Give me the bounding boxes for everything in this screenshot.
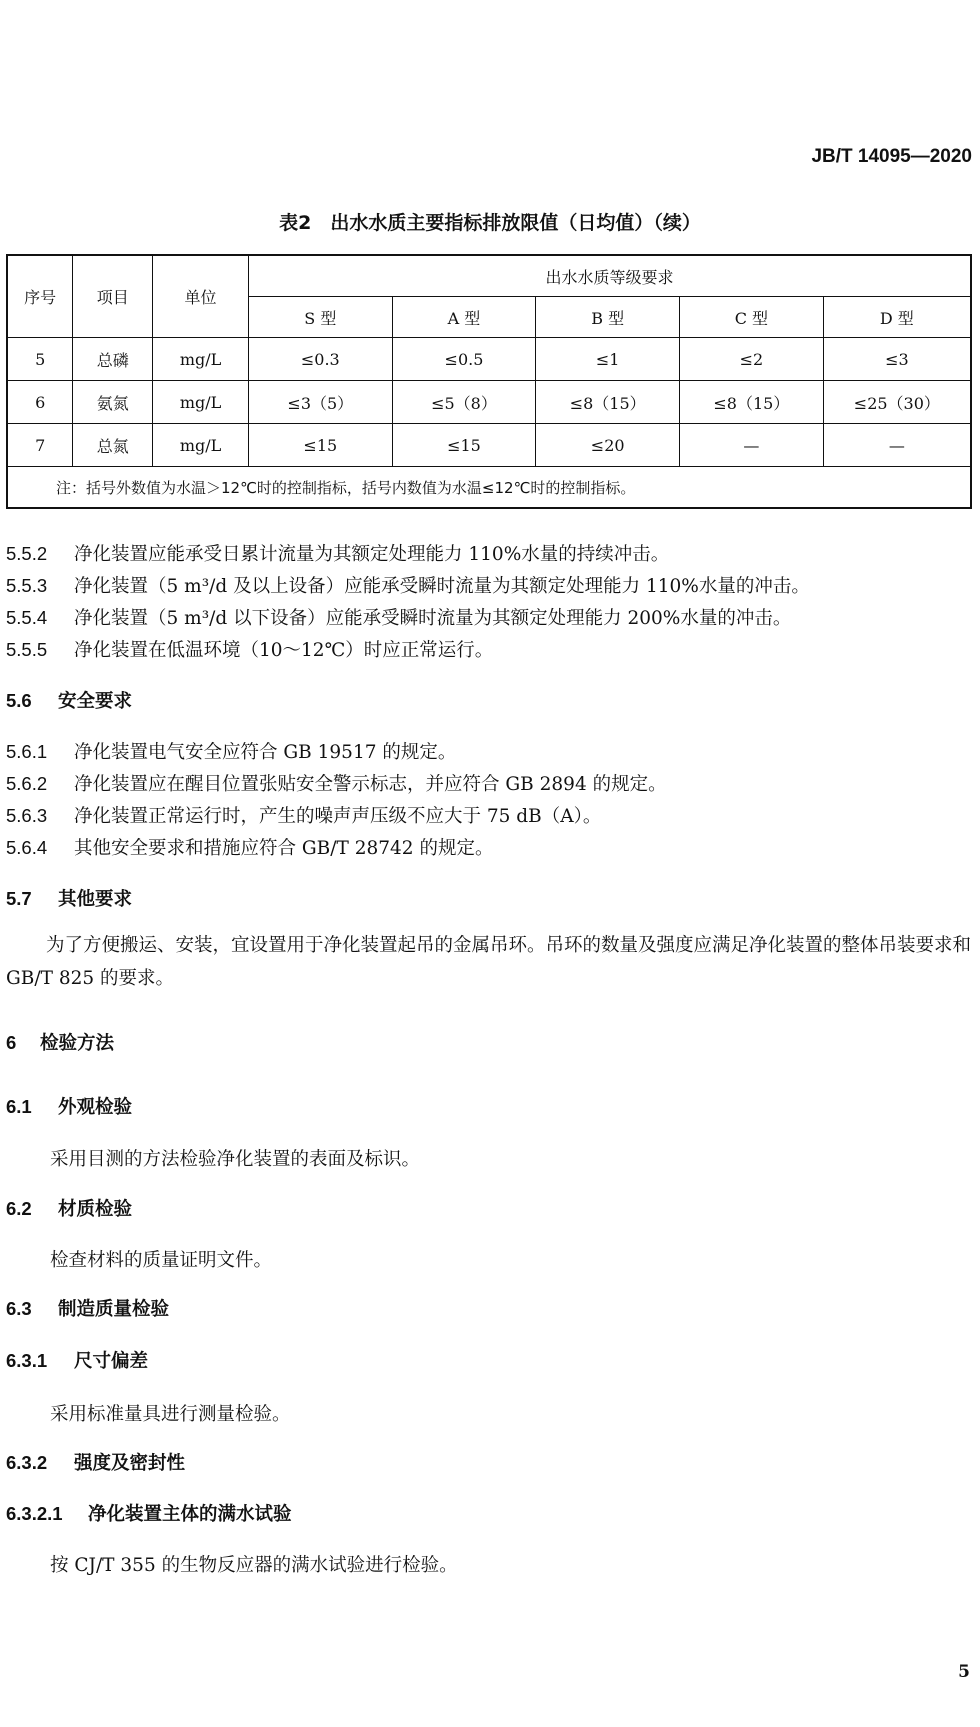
section-6-3-1-text: 采用标准量具进行测量检验。 xyxy=(50,1404,291,1425)
water-quality-table xyxy=(6,254,972,509)
section-6-3-2-heading xyxy=(6,1449,185,1475)
clause-number: 5.5.2 xyxy=(6,543,48,564)
cell-item: 总磷 xyxy=(73,338,153,381)
section-number: 6 xyxy=(6,1032,17,1053)
clause-text: 净化装置应在醒目位置张贴安全警示标志，并应符合 GB 2894 的规定。 xyxy=(74,774,667,795)
header-item: 项目 xyxy=(73,255,153,338)
section-number: 6.3.2 xyxy=(6,1452,48,1473)
clause-5-6-3 xyxy=(6,802,601,828)
clause-5-5-4 xyxy=(6,604,791,630)
table-row xyxy=(7,424,971,467)
clause-5-6-2 xyxy=(6,770,667,796)
section-6-2-text: 检查材料的质量证明文件。 xyxy=(50,1250,273,1271)
section-5-7-heading xyxy=(6,885,132,911)
section-number: 6.3.2.1 xyxy=(6,1503,63,1524)
grade-header: S 型 xyxy=(248,297,392,338)
cell-seq: 5 xyxy=(7,338,73,381)
section-title: 尺寸偏差 xyxy=(74,1351,149,1372)
section-title: 制造质量检验 xyxy=(58,1299,170,1320)
grade-header: A 型 xyxy=(392,297,536,338)
section-title: 安全要求 xyxy=(58,691,133,712)
clause-text: 其他安全要求和措施应符合 GB/T 28742 的规定。 xyxy=(74,838,494,859)
cell-unit: mg/L xyxy=(153,424,249,467)
section-number: 6.2 xyxy=(6,1198,32,1219)
section-6-3-2-1-text: 按 CJ/T 355 的生物反应器的满水试验进行检验。 xyxy=(50,1555,458,1576)
header-seq: 序号 xyxy=(7,255,73,338)
header-grade-group: 出水水质等级要求 xyxy=(248,255,971,297)
clause-5-6-4 xyxy=(6,834,493,860)
clause-text: 净化装置应能承受日累计流量为其额定处理能力 110%水量的持续冲击。 xyxy=(74,544,670,565)
cell-seq: 6 xyxy=(7,381,73,424)
clause-text: 净化装置在低温环境（10～12℃）时应正常运行。 xyxy=(74,640,494,661)
clause-number: 5.6.1 xyxy=(6,741,48,762)
section-6-3-heading xyxy=(6,1295,169,1321)
cell-value: — xyxy=(680,424,824,467)
clause-5-5-2 xyxy=(6,540,669,566)
clause-5-5-5 xyxy=(6,636,493,662)
cell-value: ≤1 xyxy=(536,338,680,381)
cell-value: — xyxy=(823,424,971,467)
cell-item: 总氮 xyxy=(73,424,153,467)
page-number: 5 xyxy=(958,1662,970,1682)
table-row xyxy=(7,338,971,381)
section-title: 检验方法 xyxy=(40,1033,115,1054)
clause-text: 净化装置（5 m³/d 及以上设备）应能承受瞬时流量为其额定处理能力 110%水量的冲击。 xyxy=(74,576,810,597)
clause-5-6-1 xyxy=(6,738,456,764)
section-title: 其他要求 xyxy=(58,889,133,910)
cell-value: ≤0.5 xyxy=(392,338,536,381)
cell-value: ≤8（15） xyxy=(680,381,824,424)
section-number: 5.6 xyxy=(6,690,32,711)
clause-number: 5.5.5 xyxy=(6,639,48,660)
cell-value: ≤3 xyxy=(823,338,971,381)
section-6-1-heading xyxy=(6,1093,132,1119)
section-number: 6.3 xyxy=(6,1298,32,1319)
cell-value: ≤15 xyxy=(248,424,392,467)
cell-value: ≤25（30） xyxy=(823,381,971,424)
table-title: 表2 出水水质主要指标排放限值（日均值）（续） xyxy=(279,212,701,234)
clause-text: 净化装置（5 m³/d 以下设备）应能承受瞬时流量为其额定处理能力 200%水量的冲击。 xyxy=(74,608,792,629)
section-6-3-1-heading xyxy=(6,1347,148,1373)
section-title: 强度及密封性 xyxy=(74,1453,186,1474)
section-6-3-2-1-heading xyxy=(6,1500,292,1526)
grade-header: C 型 xyxy=(680,297,824,338)
cell-value: ≤2 xyxy=(680,338,824,381)
cell-seq: 7 xyxy=(7,424,73,467)
table-row xyxy=(7,381,971,424)
clause-number: 5.6.2 xyxy=(6,773,48,794)
cell-value: ≤20 xyxy=(536,424,680,467)
cell-item: 氨氮 xyxy=(73,381,153,424)
clause-5-5-3 xyxy=(6,572,810,598)
cell-value: ≤0.3 xyxy=(248,338,392,381)
section-6-1-text: 采用目测的方法检验净化装置的表面及标识。 xyxy=(50,1149,421,1170)
section-title: 材质检验 xyxy=(58,1199,133,1220)
cell-unit: mg/L xyxy=(153,338,249,381)
cell-value: ≤5（8） xyxy=(392,381,536,424)
clause-number: 5.6.4 xyxy=(6,837,48,858)
header-unit: 单位 xyxy=(153,255,249,338)
table-note: 注：括号外数值为水温＞12℃时的控制指标，括号内数值为水温≤12℃时的控制指标。 xyxy=(7,467,971,509)
section-5-6-heading xyxy=(6,687,132,713)
clause-number: 5.5.3 xyxy=(6,575,48,596)
section-title: 外观检验 xyxy=(58,1097,133,1118)
section-number: 5.7 xyxy=(6,888,32,909)
clause-text: 净化装置正常运行时，产生的噪声声压级不应大于 75 dB（A）。 xyxy=(74,806,602,827)
cell-value: ≤8（15） xyxy=(536,381,680,424)
grade-header: B 型 xyxy=(536,297,680,338)
section-title: 净化装置主体的满水试验 xyxy=(88,1504,292,1525)
clause-text: 净化装置电气安全应符合 GB 19517 的规定。 xyxy=(74,742,457,763)
clause-number: 5.6.3 xyxy=(6,805,48,826)
grade-header: D 型 xyxy=(823,297,971,338)
section-number: 6.3.1 xyxy=(6,1350,48,1371)
section-number: 6.1 xyxy=(6,1096,32,1117)
cell-value: ≤15 xyxy=(392,424,536,467)
standard-code: JB/T 14095—2020 xyxy=(811,146,972,167)
cell-value: ≤3（5） xyxy=(248,381,392,424)
section-6-2-heading xyxy=(6,1195,132,1221)
section-6-heading xyxy=(6,1029,114,1055)
cell-unit: mg/L xyxy=(153,381,249,424)
clause-number: 5.5.4 xyxy=(6,607,48,628)
section-5-7-paragraph: 为了方便搬运、安装，宜设置用于净化装置起吊的金属吊环。吊环的数量及强度应满足净化装置的整体吊装要求和 GB/T 825 的要求。 xyxy=(6,935,972,989)
